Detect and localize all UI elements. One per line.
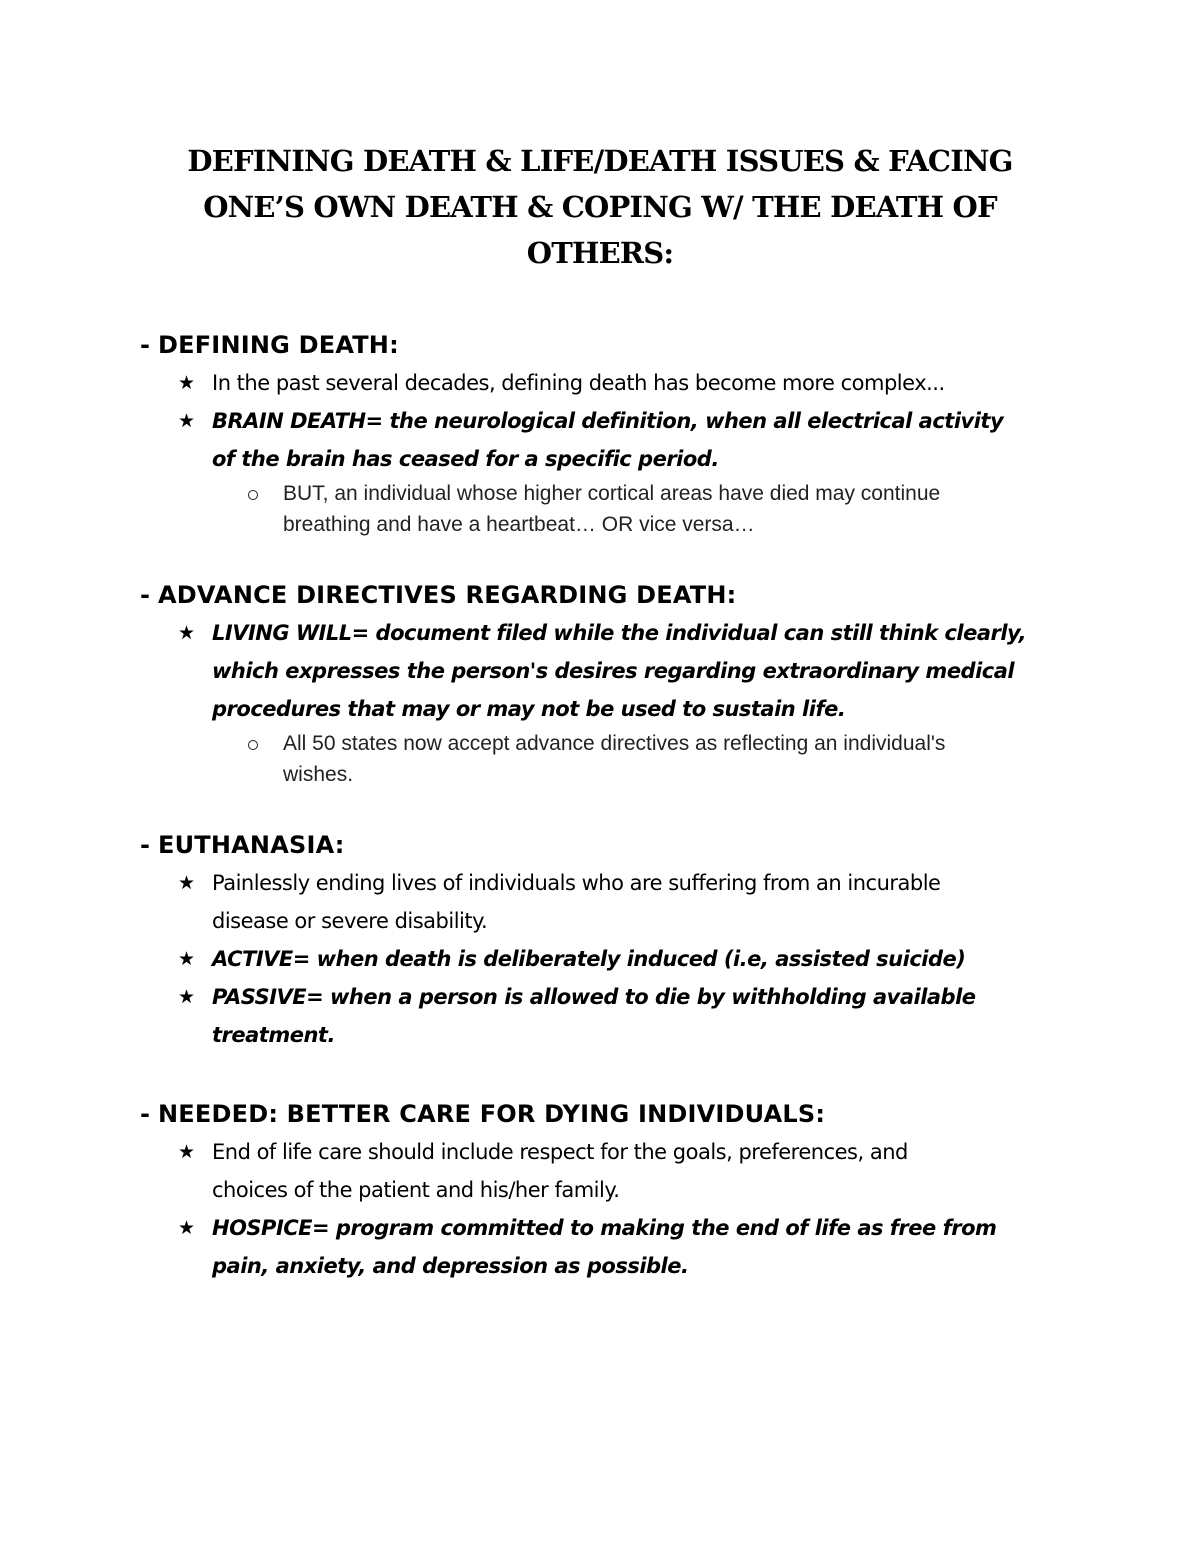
title-line: DEFINING DEATH & LIFE/DEATH ISSUES & FACING <box>187 144 1013 178</box>
list-item <box>140 1133 1100 1209</box>
list-item-text: In the past several decades, defining death has become more complex... <box>212 371 945 395</box>
list-item <box>140 364 1100 402</box>
section-better-care <box>140 1095 1100 1285</box>
dash-bullet: - <box>140 1100 151 1128</box>
dash-bullet: - <box>140 331 151 359</box>
star-icon: ★ <box>178 372 195 394</box>
list-item-text: of the brain has ceased for a specific period. <box>212 447 719 471</box>
section-heading <box>140 1095 1100 1133</box>
document-title <box>140 138 1060 276</box>
sub-list-item-text: breathing and have a heartbeat… OR vice versa… <box>283 513 755 536</box>
sub-list-item <box>140 478 1100 540</box>
dash-bullet: - <box>140 581 151 609</box>
sub-list-item-text: BUT, an individual whose higher cortical areas have died may continue <box>283 482 941 505</box>
section-heading <box>140 576 1100 614</box>
section-heading-text: EUTHANASIA: <box>158 831 345 859</box>
list-item-text: pain, anxiety, and depression as possible. <box>212 1254 689 1278</box>
list-item-text: PASSIVE= when a person is allowed to die by withholding available <box>212 985 976 1009</box>
list-item-text: which expresses the person's desires regarding extraordinary medical <box>212 659 1015 683</box>
list-item-text: Painlessly ending lives of individuals who are suffering from an incurable <box>212 871 941 895</box>
list-item-text: End of life care should include respect for the goals, preferences, and <box>212 1140 908 1164</box>
dash-bullet: - <box>140 831 151 859</box>
sub-list-item-text: All 50 states now accept advance directives as reflecting an individual's <box>283 732 946 755</box>
star-icon: ★ <box>178 1141 195 1163</box>
title-line: OTHERS: <box>526 236 674 270</box>
star-icon: ★ <box>178 986 195 1008</box>
star-icon: ★ <box>178 872 195 894</box>
sub-list-item <box>140 728 1100 790</box>
title-line: ONE’S OWN DEATH & COPING W/ THE DEATH OF <box>203 190 997 224</box>
list-item <box>140 864 1100 940</box>
star-icon: ★ <box>178 622 195 644</box>
list-item-text: disease or severe disability. <box>212 909 488 933</box>
section-heading <box>140 326 1100 364</box>
list-item-text: LIVING WILL= document filed while the individual can still think clearly, <box>212 621 1027 645</box>
section-heading-text: DEFINING DEATH: <box>158 331 399 359</box>
list-item <box>140 1209 1100 1285</box>
list-item-text: ACTIVE= when death is deliberately induced (i.e, assisted suicide) <box>212 947 966 971</box>
list-item-text: HOSPICE= program committed to making the end of life as free from <box>212 1216 997 1240</box>
sub-list-item-text: wishes. <box>283 763 354 786</box>
section-defining-death <box>140 326 1100 540</box>
list-item-text: BRAIN DEATH= the neurological definition, when all electrical activity <box>212 409 1004 433</box>
section-euthanasia <box>140 826 1100 1054</box>
list-item <box>140 978 1100 1054</box>
section-heading <box>140 826 1100 864</box>
list-item-text: choices of the patient and his/her family. <box>212 1178 620 1202</box>
star-icon: ★ <box>178 948 195 970</box>
section-heading-text: NEEDED: BETTER CARE FOR DYING INDIVIDUALS: <box>158 1100 826 1128</box>
list-item-text: procedures that may or may not be used to sustain life. <box>212 697 846 721</box>
list-item <box>140 940 1100 978</box>
star-icon: ★ <box>178 410 195 432</box>
list-item <box>140 614 1100 728</box>
section-advance-directives <box>140 576 1100 790</box>
list-item-text: treatment. <box>212 1023 335 1047</box>
circle-bullet-icon <box>248 740 258 750</box>
star-icon: ★ <box>178 1217 195 1239</box>
section-heading-text: ADVANCE DIRECTIVES REGARDING DEATH: <box>158 581 737 609</box>
list-item <box>140 402 1100 478</box>
circle-bullet-icon <box>248 490 258 500</box>
